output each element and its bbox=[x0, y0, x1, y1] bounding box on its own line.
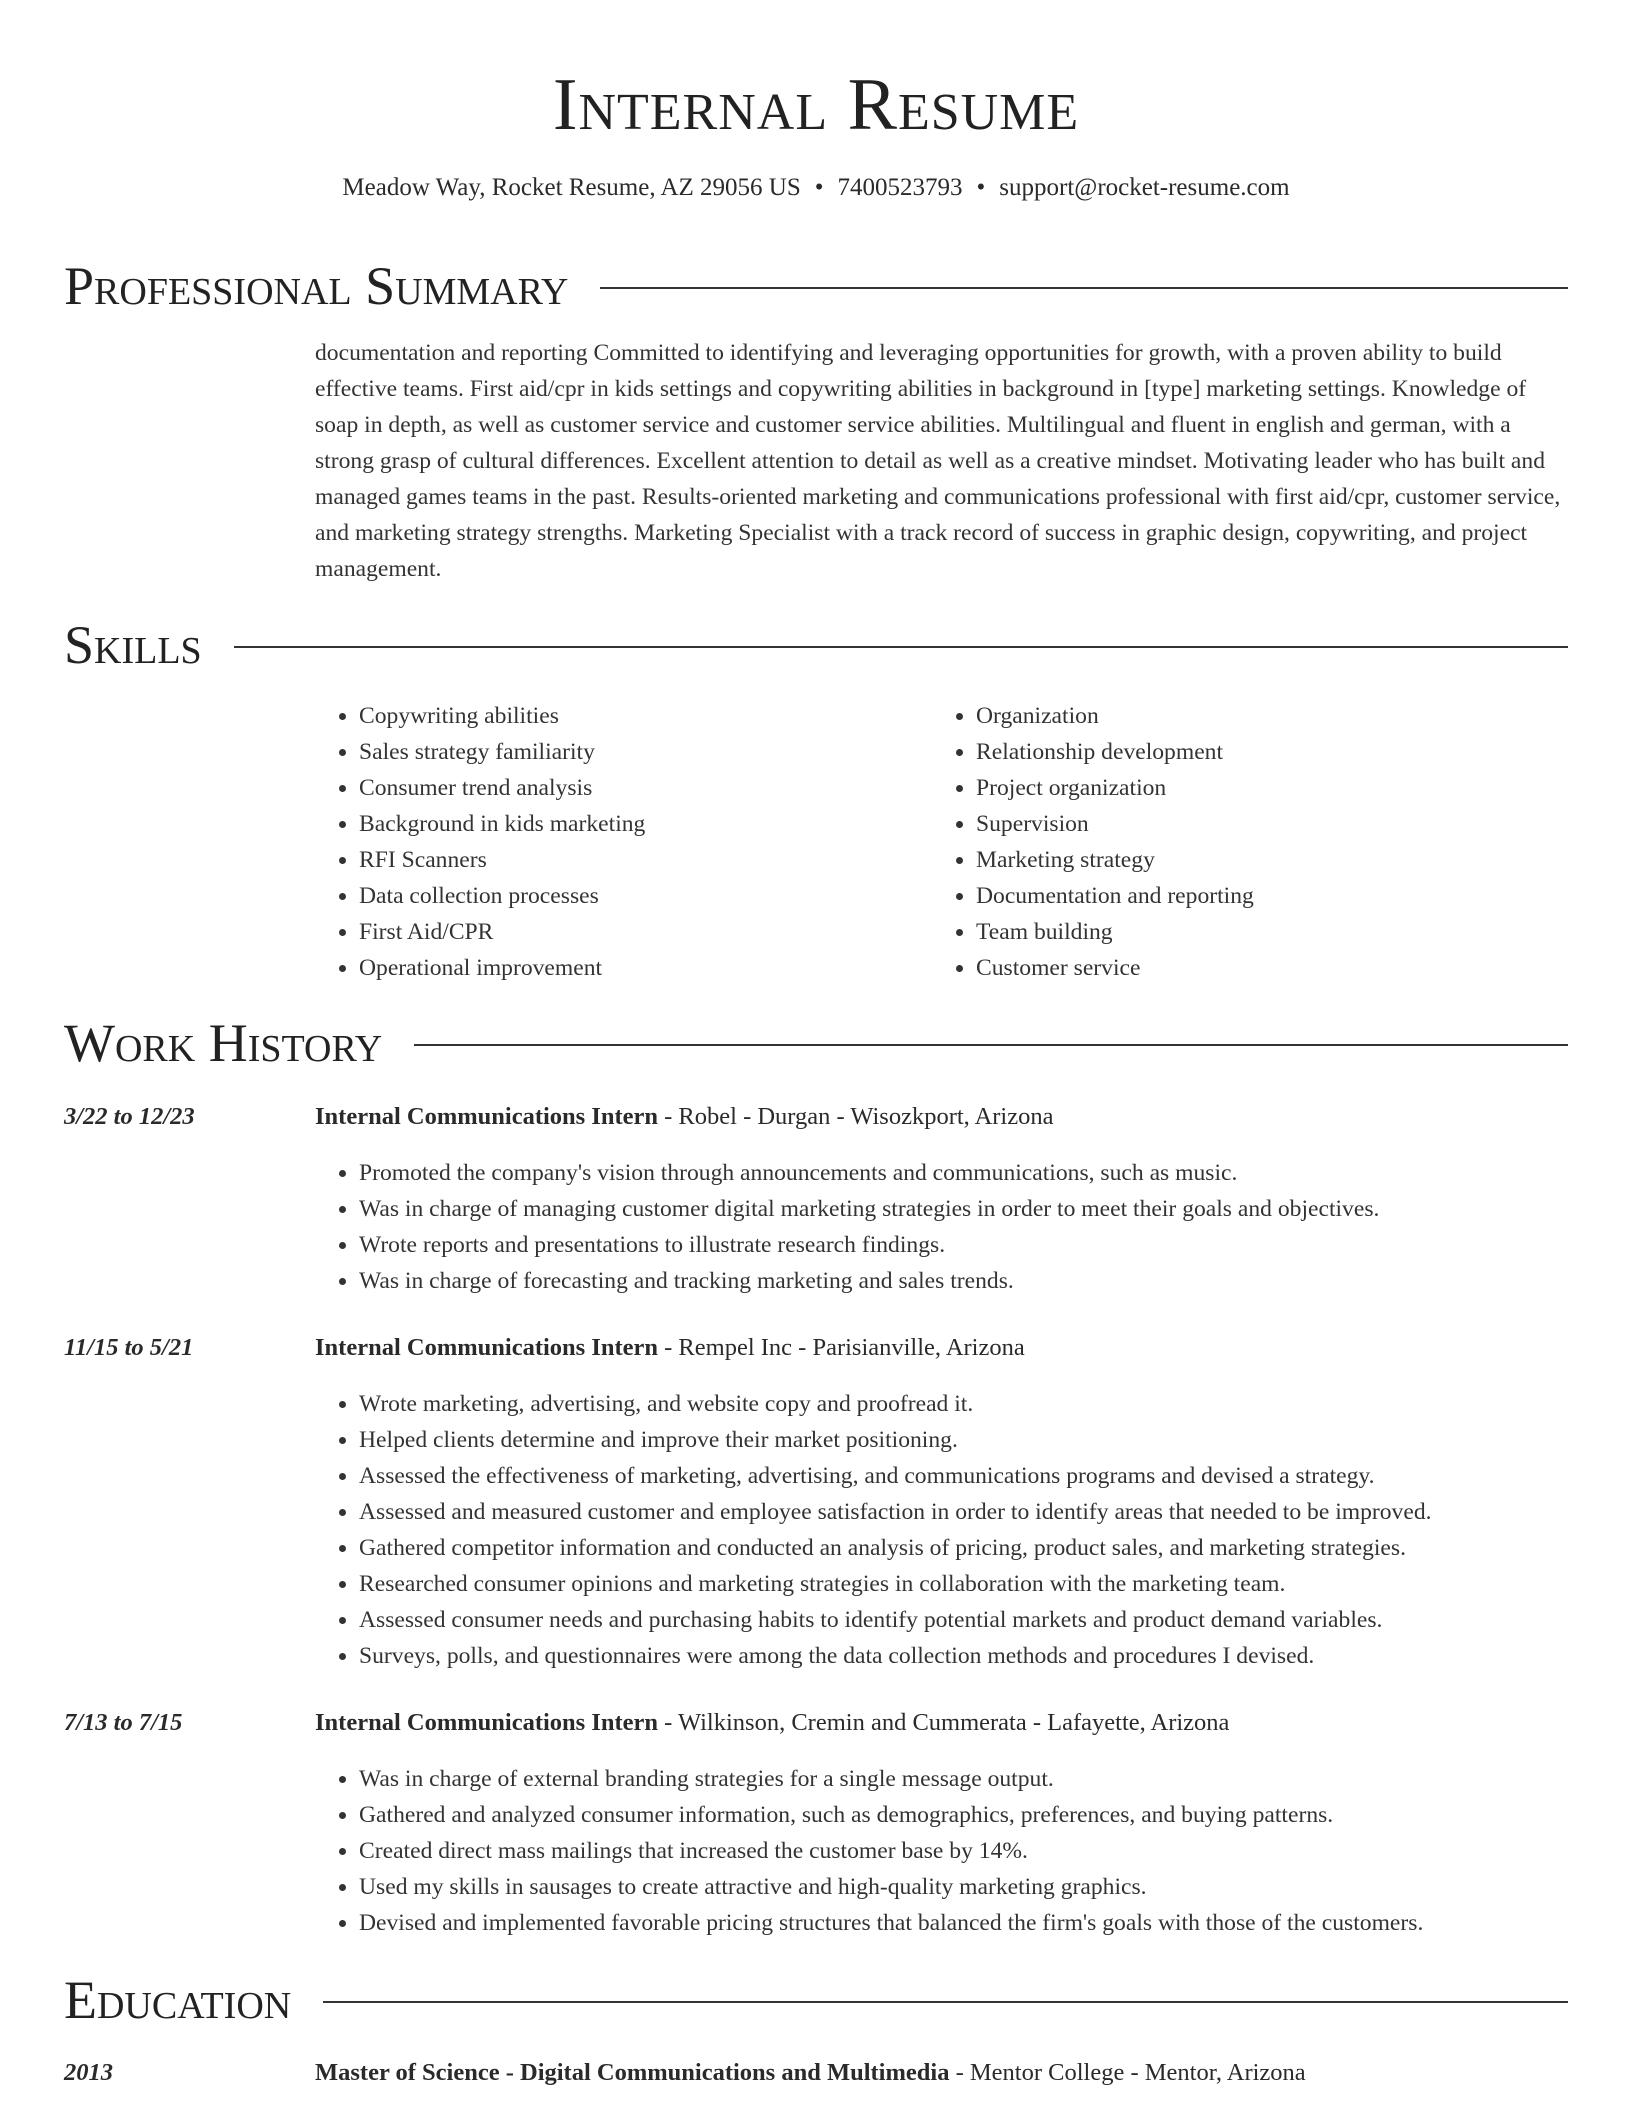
skill-item: • Relationship development bbox=[976, 734, 1549, 770]
section-divider bbox=[323, 2001, 1568, 2003]
skill-item: • Customer service bbox=[976, 950, 1549, 986]
skills-section-header bbox=[64, 615, 1568, 675]
job-bullet: • Assessed consumer needs and purchasing habits to identify potential markets and product demand variables. bbox=[359, 1602, 1568, 1638]
job-entry bbox=[64, 1101, 1568, 1299]
job-bullet: • Was in charge of external branding strategies for a single message output. bbox=[359, 1761, 1568, 1797]
job-bullet: • Was in charge of managing customer digital marketing strategies in order to meet their goals and objectives. bbox=[359, 1191, 1568, 1227]
job-title: Internal Communications Intern bbox=[315, 1103, 659, 1130]
education-section-header bbox=[64, 1970, 1568, 2030]
job-entry bbox=[64, 1707, 1568, 1941]
job-bullet: • Created direct mass mailings that increased the customer base by 14%. bbox=[359, 1833, 1568, 1869]
skills-column-right bbox=[932, 698, 1549, 986]
job-bullet: • Devised and implemented favorable pricing structures that balanced the firm's goals with those of the customers. bbox=[359, 1905, 1568, 1941]
work-section-header bbox=[64, 1013, 1568, 1073]
job-bullet: • Gathered and analyzed consumer information, such as demographics, preferences, and buying patterns. bbox=[359, 1797, 1568, 1833]
skill-item: • Project organization bbox=[976, 770, 1549, 806]
job-bullet: • Was in charge of forecasting and tracking marketing and sales trends. bbox=[359, 1263, 1568, 1299]
skills-section-title: Skills bbox=[64, 615, 202, 675]
skill-item: • First Aid/CPR bbox=[359, 914, 932, 950]
section-divider bbox=[600, 287, 1568, 289]
summary-section-title: Professional Summary bbox=[64, 256, 569, 316]
summary-text: documentation and reporting Committed to identifying and leveraging opportunities for growth, with a proven ability to build effective teams. First aid/cpr in kids settings and copywriting abilities in background in [type] marketing settings. Knowledge of soap in depth, as well as customer service and customer service abilities. Multilingual and fluent in english and german, with a strong grasp of cultural differences. Excellent attention to detail as well as a creative mindset. Motivating leader who has built and managed games teams in the past. Results-oriented marketing and communications professional with first aid/cpr, customer service, and marketing strategy strengths. Marketing Specialist with a track record of success in graphic design, copywriting, and project management. bbox=[315, 340, 1561, 582]
contact-email: support@rocket-resume.com bbox=[999, 174, 1290, 201]
skill-item: • Organization bbox=[976, 698, 1549, 734]
job-bullet: • Wrote marketing, advertising, and website copy and proofread it. bbox=[359, 1386, 1568, 1422]
job-heading bbox=[315, 1101, 1054, 1133]
job-header bbox=[64, 1707, 1568, 1739]
job-bullet: • Helped clients determine and improve their market positioning. bbox=[359, 1422, 1568, 1458]
skill-item: • Team building bbox=[976, 914, 1549, 950]
job-title: Internal Communications Intern bbox=[315, 1334, 659, 1361]
job-bullet: • Assessed the effectiveness of marketing, advertising, and communications programs and devised a strategy. bbox=[359, 1458, 1568, 1494]
job-bullet: • Gathered competitor information and conducted an analysis of pricing, product sales, and marketing strategies. bbox=[359, 1530, 1568, 1566]
job-heading bbox=[315, 1332, 1025, 1364]
job-dates: 3/22 to 12/23 bbox=[64, 1103, 195, 1130]
contact-address: Meadow Way, Rocket Resume, AZ 29056 US bbox=[342, 174, 801, 201]
job-bullet: • Used my skills in sausages to create attractive and high-quality marketing graphics. bbox=[359, 1869, 1568, 1905]
job-dates: 7/13 to 7/15 bbox=[64, 1709, 183, 1736]
contact-separator: • bbox=[976, 174, 986, 201]
skill-item: • Operational improvement bbox=[359, 950, 932, 986]
skill-item: • Copywriting abilities bbox=[359, 698, 932, 734]
skill-item: • Background in kids marketing bbox=[359, 806, 932, 842]
job-dates: 11/15 to 5/21 bbox=[64, 1334, 194, 1361]
education-year: 2013 bbox=[64, 2059, 113, 2086]
job-company: - Rempel Inc - Parisianville, Arizona bbox=[658, 1334, 1025, 1361]
job-bullet: • Promoted the company's vision through announcements and communications, such as music. bbox=[359, 1155, 1568, 1191]
job-entry bbox=[64, 1332, 1568, 1674]
resume-name: Internal Resume bbox=[552, 64, 1080, 146]
job-bullets bbox=[315, 1761, 1568, 1941]
job-bullets bbox=[315, 1386, 1568, 1674]
job-title: Internal Communications Intern bbox=[315, 1709, 659, 1736]
skills-list bbox=[315, 698, 1568, 986]
contact-separator: • bbox=[814, 174, 824, 201]
education-header bbox=[64, 2057, 1568, 2089]
job-company: - Wilkinson, Cremin and Cummerata - Lafayette, Arizona bbox=[658, 1709, 1230, 1736]
contact-line bbox=[64, 172, 1568, 204]
job-heading bbox=[315, 1707, 1229, 1739]
education-school: - Mentor College - Mentor, Arizona bbox=[949, 2059, 1306, 2086]
skill-item: • Consumer trend analysis bbox=[359, 770, 932, 806]
skill-item: • Data collection processes bbox=[359, 878, 932, 914]
skill-item: • Supervision bbox=[976, 806, 1549, 842]
job-company: - Robel - Durgan - Wisozkport, Arizona bbox=[658, 1103, 1054, 1130]
job-bullet: • Wrote reports and presentations to illustrate research findings. bbox=[359, 1227, 1568, 1263]
skills-column-left bbox=[315, 698, 932, 986]
job-header bbox=[64, 1332, 1568, 1364]
section-divider bbox=[234, 646, 1568, 648]
skill-item: • Sales strategy familiarity bbox=[359, 734, 932, 770]
job-bullets bbox=[315, 1155, 1568, 1299]
section-divider bbox=[414, 1044, 1568, 1046]
skill-item: • Marketing strategy bbox=[976, 842, 1549, 878]
education-section-title: Education bbox=[64, 1970, 292, 2030]
education-entry bbox=[64, 2057, 1568, 2089]
job-header bbox=[64, 1101, 1568, 1133]
job-bullet: • Surveys, polls, and questionnaires were among the data collection methods and procedures I devised. bbox=[359, 1638, 1568, 1674]
job-bullet: • Researched consumer opinions and marketing strategies in collaboration with the marketing team. bbox=[359, 1566, 1568, 1602]
education-degree: Master of Science - Digital Communications and Multimedia bbox=[315, 2059, 950, 2086]
resume-page bbox=[64, 0, 1568, 2086]
education-heading bbox=[315, 2057, 1306, 2089]
skill-item: • RFI Scanners bbox=[359, 842, 932, 878]
summary-section-header bbox=[64, 256, 1568, 316]
work-section-title: Work History bbox=[64, 1013, 383, 1073]
job-bullet: • Assessed and measured customer and employee satisfaction in order to identify areas that needed to be improved. bbox=[359, 1494, 1568, 1530]
contact-phone: 7400523793 bbox=[837, 174, 963, 201]
skill-item: • Documentation and reporting bbox=[976, 878, 1549, 914]
